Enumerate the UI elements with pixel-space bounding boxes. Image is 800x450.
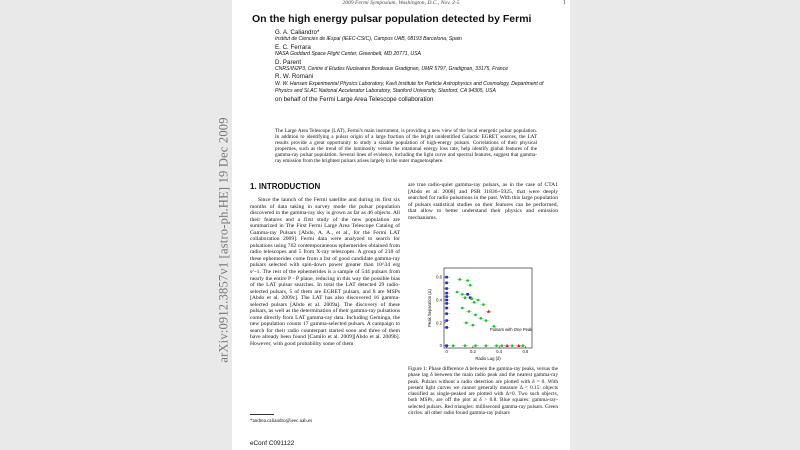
y-tick-label: 0.2 xyxy=(436,320,442,326)
data-point-triangle xyxy=(517,344,520,347)
x-tick-label: 0.6 xyxy=(522,349,529,354)
author-name: E. C. Ferrara xyxy=(275,43,311,51)
data-point-triangle xyxy=(505,344,508,347)
y-tick-label: 0.6 xyxy=(436,274,442,280)
abstract: The Large Area Telescope (LAT), Fermi's main instrument, is providing a new view of the local energetic pulsar population. In addition to identifying a pulsar origin of a large fraction of the bright unidentified Galactic EGRET sources, the LAT results provide a great opportunity to study a sizable population of high-energy pulsars. Correlations of their physical properties, such as the trend of the luminosity versus the rotational energy loss rate, help identify global features of the gamma-ray pulsar population. Several lines of evidence, including the light curve and spectral features, suggest that gamma-ray emission from the brightest pulsars arises largely in the outer magnetosphere. xyxy=(275,128,537,165)
author-name: D. Parent xyxy=(275,58,302,66)
author-affiliation: Institut de Ciencies de lEspai (IEEC-CSIC), Campus UAB, 08193 Barcelona, Spain xyxy=(275,36,462,43)
x-tick-label: 0.2 xyxy=(469,349,476,354)
x-axis-label: Radio Lag (δ) xyxy=(475,356,501,361)
viewer-background xyxy=(570,0,800,450)
x-tick-label: 0 xyxy=(445,349,448,354)
intro-paragraph: Since the launch of the Fermi satellite and during its first six months of data taking in survey mode the pulsar population discovered in the gamma-ray sky is grown as far as 46 objects. All their features and a first study of the new population are summarized in The First Fermi Large Area Telescope Catalog of Gamma-ray Pulsars [Abdo, A. A., et al., for the Fermi LAT collaboration 2009]. Fermi data were analyzed to search for pulsations using 762 contemporaneous ephemerides obtained from radio telescopes and 5 from X-ray telescopes. A group of 218 of these ephemerides come from a list of good candidate gamma-ray pulsars selected with spin-down power greater than 10^34 erg s^-1. The rest of the ephemerides is a sample of 544 pulsars from nearly the entire P - Ṗ plane, reducing in this way the possible bias of the LAT pulsar searches. In total the LAT detected 29 radio-selected pulsars, 5 of them are EGRET pulsars, and 8 are MSPs [Abdo et al. 2009c]. The LAT has also discovered 16 gamma-selected pulsars [Abdo et al. 2009a]. The discovery of these pulsars, as well as the determination of their gamma-ray pulsations come directly from LAT gamma-ray data. Including Geminga, the new population counts 17 gamma-selected pulsars. A campaign to search for their radio counterpart started soon and three of them have already been found [Camilo et al. 2009][Abdo et al. 2009b]. However, with good probability some of them xyxy=(250,197,400,348)
conference-id: eConf C091122 xyxy=(250,440,295,447)
figure-caption: Figure 1: Phase difference Δ between the gamma-ray peaks, versus the phase lag δ between the main radio peak and the nearest gamma-ray peak. Pulsars without a radio detection are plotted with δ = 0. With present light curves we cannot generally measure Δ < 0.15: objects classified as single-peaked are plotted with Δ=0. Two such objects, both MSPs, are off the plot at δ > 0.8. Blue squares: gamma-ray-selected pulsars. Red triangles: millisecond gamma-ray pulsars. Green circles: all other radio found gamma-ray pulsars xyxy=(408,366,558,417)
left-column xyxy=(250,182,400,348)
figure-1 xyxy=(426,262,536,362)
author-affiliation: W. W. Hansen Experimental Physics Laboratory, Kavli Institute for Particle Astrophysics and Cosmology, Department of Physics and SLAC National Accelerator Laboratory, Stanford University, Stanford, CA 94305, USA xyxy=(275,80,544,95)
page-number: 1 xyxy=(563,0,566,6)
y-axis-label: Peak Separation (Δ) xyxy=(427,289,432,327)
running-head: 2009 Fermi Symposium, Washington, D.C., Nov. 2-5 xyxy=(342,0,460,6)
scatter-plot xyxy=(426,262,536,362)
paper-page xyxy=(232,0,570,450)
author-name: G. A. Caliandro* xyxy=(275,29,320,36)
footnote: *andrea.caliandro@ieec.uab.es xyxy=(250,419,313,424)
collaboration-line: on behalf of the Fermi Large Area Telescope collaboration xyxy=(275,95,434,103)
data-point-triangle xyxy=(487,310,490,313)
right-column xyxy=(408,182,558,221)
author-affiliation: NASA Goddard Space Flight Center, Greenbelt, MD 20771, USA xyxy=(275,51,421,58)
author-affiliation: CNRS/IN2P3, Centre d Etudes Nucleaires Bordeaux Gradignan, UMR 5797, Gradignan, 33175, France xyxy=(275,66,509,73)
intro-paragraph-continued: are true radio-quiet gamma-ray pulsars, as in the case of CTA1 [Abdo et al. 2008] and PSR J1836+5925, that were deeply searched for radio pulsations in the past. With this large population of pulsars statistical studies on their features can be performed, that allow to better understand their physics and emission mechanisms. xyxy=(408,182,558,221)
author-name: R. W. Romani xyxy=(275,73,314,81)
section-heading: 1. INTRODUCTION xyxy=(250,182,321,191)
paper-title: On the high energy pulsar population detected by Fermi xyxy=(252,13,532,25)
footnote-rule xyxy=(250,414,274,415)
plot-frame xyxy=(444,268,532,348)
x-tick-label: 0.4 xyxy=(496,349,503,354)
arxiv-identifier: arXiv:0912.3857v1 [astro-ph.HE] 19 Dec 2009 xyxy=(216,117,231,363)
y-tick-label: 0.4 xyxy=(436,297,442,303)
y-tick-label: 0 xyxy=(439,343,442,349)
plot-annotation: Pulsars with One Peak xyxy=(490,327,533,332)
author-block xyxy=(275,29,560,103)
